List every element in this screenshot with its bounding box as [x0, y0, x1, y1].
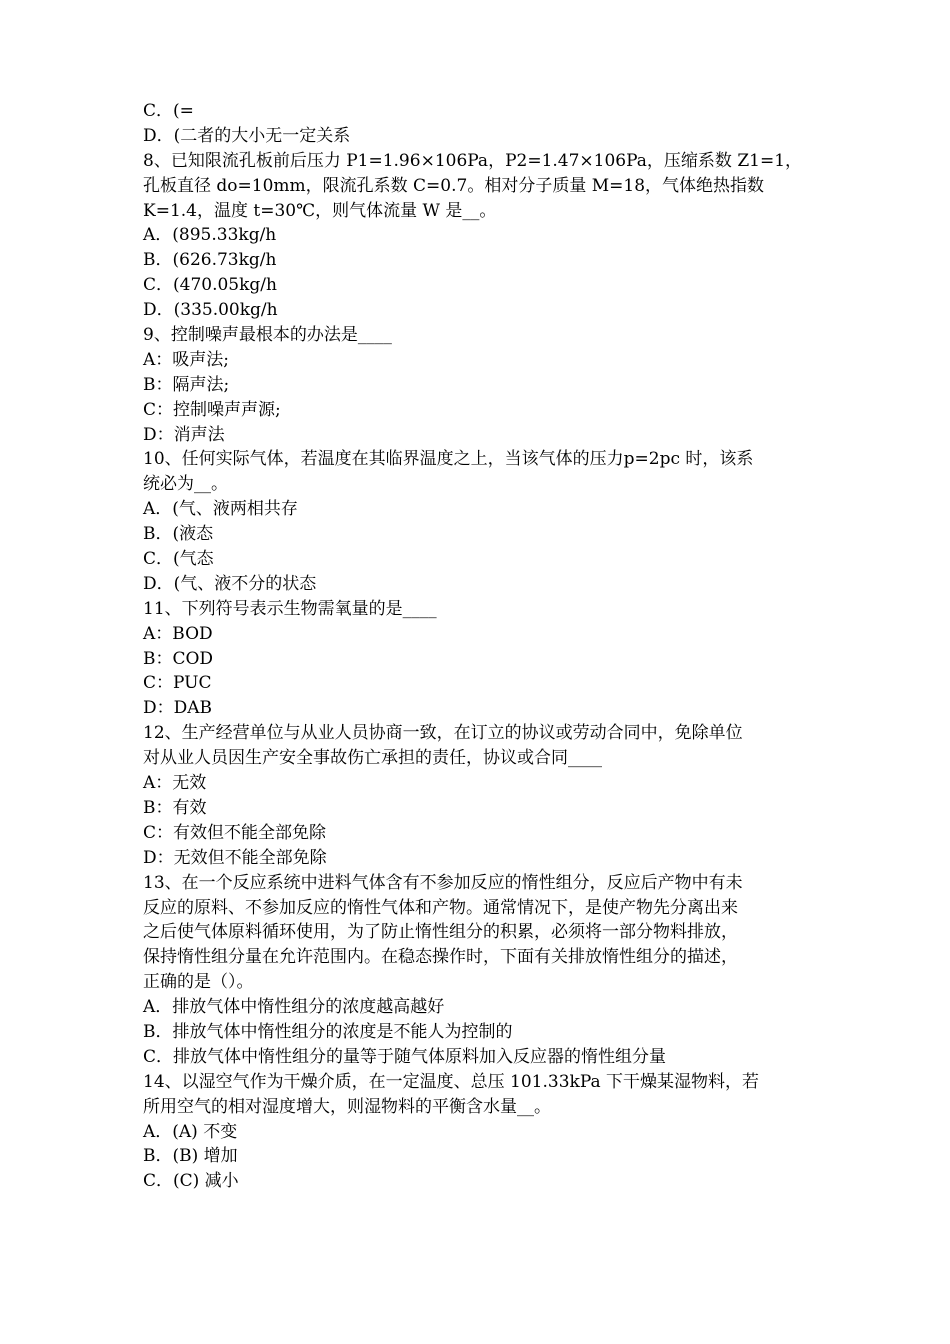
question-8-option-c: C．(470.05kg/h	[143, 275, 277, 296]
question-11-option-b: B：COD	[143, 648, 214, 669]
question-14-option-a: A．(A) 不变	[143, 1121, 238, 1142]
question-8-stem: K=1.4，温度 t=30℃，则气体流量 W 是__。	[143, 200, 497, 221]
question-10-stem: 10、任何实际气体，若温度在其临界温度之上，当该气体的压力p=2pc 时，该系	[143, 449, 754, 470]
question-10-option-a: A．(气、液两相共存	[143, 499, 298, 520]
question-10-option-d: D．(气、液不分的状态	[143, 573, 317, 594]
question-10-stem: 统必为__。	[143, 474, 228, 495]
question-13-stem: 正确的是（）。	[143, 972, 254, 993]
question-9-stem: 9、控制噪声最根本的办法是____	[143, 325, 392, 346]
question-12-option-c: C：有效但不能全部免除	[143, 822, 327, 843]
document-page	[143, 99, 811, 1194]
question-8-option-b: B．(626.73kg/h	[143, 250, 277, 271]
question-12-stem: 对从业人员因生产安全事故伤亡承担的责任，协议或合同____	[143, 748, 602, 769]
question-13-stem: 反应的原料、不参加反应的惰性气体和产物。通常情况下，是使产物先分离出来	[143, 897, 738, 918]
question-13-option-a: A．排放气体中惰性组分的浓度越高越好	[143, 997, 445, 1018]
question-10-option-b: B．(液态	[143, 524, 214, 545]
question-10-option-c: C．(气态	[143, 549, 214, 570]
question-12-stem: 12、生产经营单位与从业人员协商一致，在订立的协议或劳动合同中，免除单位	[143, 723, 743, 744]
question-8-stem: 8、已知限流孔板前后压力 P1=1.96×106Pa，P2=1.47×106Pa，压缩系数 Z1=1，	[143, 150, 803, 171]
question-11-option-d: D：DAB	[143, 698, 213, 719]
question-13-stem: 13、在一个反应系统中进料气体含有不参加反应的惰性组分，反应后产物中有未	[143, 872, 743, 893]
question-13-option-b: B．排放气体中惰性组分的浓度是不能人为控制的	[143, 1021, 513, 1042]
question-14-stem: 14、以湿空气作为干燥介质，在一定温度、总压 101.33kPa 下干燥某湿物料，若	[143, 1071, 760, 1092]
question-9-option-a: A：吸声法;	[143, 349, 230, 370]
question-14-option-c: C．(C) 减小	[143, 1171, 239, 1192]
question-9-option-c: C：控制噪声声源;	[143, 399, 281, 420]
question-11-option-c: C：PUC	[143, 673, 212, 694]
question-13-stem: 保持惰性组分量在允许范围内。在稳态操作时，下面有关排放惰性组分的描述，	[143, 947, 738, 968]
question-14-option-b: B．(B) 增加	[143, 1146, 238, 1167]
question-13-stem: 之后使气体原料循环使用，为了防止惰性组分的积累，必须将一部分物料排放，	[143, 922, 738, 943]
question-8-stem: 孔板直径 do=10mm，限流孔系数 C=0.7。相对分子质量 M=18，气体绝热指数	[143, 175, 765, 196]
option-line: C．(=	[143, 101, 194, 121]
question-9-option-b: B：隔声法;	[143, 374, 230, 395]
question-12-option-d: D：无效但不能全部免除	[143, 847, 327, 868]
question-12-option-b: B：有效	[143, 797, 207, 818]
question-11-stem: 11、下列符号表示生物需氧量的是____	[143, 598, 437, 619]
question-14-stem: 所用空气的相对湿度增大，则湿物料的平衡含水量__。	[143, 1096, 551, 1117]
question-8-option-d: D．(335.00kg/h	[143, 300, 278, 321]
question-8-option-a: A．(895.33kg/h	[143, 225, 277, 246]
question-12-option-a: A：无效	[143, 773, 207, 794]
option-line: D．(二者的大小无一定关系	[143, 125, 351, 146]
question-13-option-c: C．排放气体中惰性组分的量等于随气体原料加入反应器的惰性组分量	[143, 1046, 667, 1067]
question-11-option-a: A：BOD	[143, 623, 213, 644]
question-9-option-d: D：消声法	[143, 424, 225, 445]
